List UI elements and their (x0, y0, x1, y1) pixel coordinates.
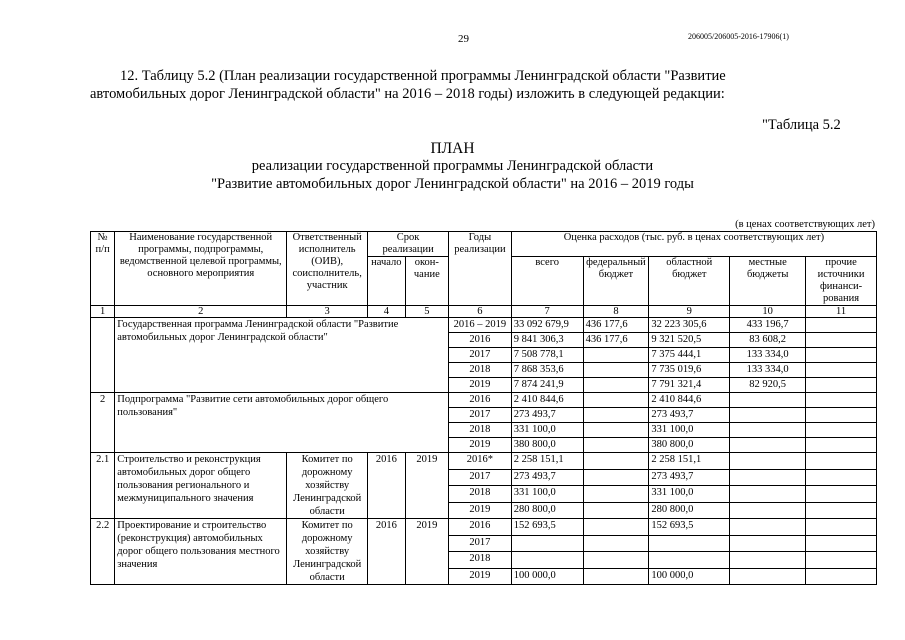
row-regional: 7 735 019,6 (649, 363, 730, 378)
row-regional: 273 493,7 (649, 408, 730, 423)
row-year: 2017 (449, 535, 512, 552)
row-number: 2.1 (91, 453, 115, 519)
table-row (91, 453, 877, 470)
column-number: 2 (115, 306, 287, 318)
row-total: 380 800,0 (511, 438, 583, 453)
row-local (730, 519, 806, 536)
header-federal: федеральный бюджет (583, 257, 649, 306)
row-federal (583, 348, 649, 363)
plan-table (90, 231, 877, 585)
row-regional (649, 552, 730, 569)
row-total: 2 410 844,6 (511, 393, 583, 408)
row-federal (583, 393, 649, 408)
row-other (806, 568, 877, 585)
row-other (806, 469, 877, 486)
row-local (730, 393, 806, 408)
row-number (91, 318, 115, 393)
price-note: (в ценах соответствующих лет) (735, 219, 875, 230)
row-total: 273 493,7 (511, 408, 583, 423)
row-other (806, 502, 877, 519)
table-row (91, 393, 877, 408)
row-total: 152 693,5 (511, 519, 583, 536)
row-other (806, 393, 877, 408)
row-name: Подпрограмма "Развитие сети автомобильных дорог общего пользования" (115, 393, 449, 453)
column-number: 9 (649, 306, 730, 318)
row-local: 433 196,7 (730, 318, 806, 333)
row-local (730, 438, 806, 453)
row-other (806, 408, 877, 423)
table-body (91, 318, 877, 585)
row-local (730, 502, 806, 519)
row-other (806, 423, 877, 438)
plan-subtitle-2: "Развитие автомобильных дорог Ленинградской области" на 2016 – 2019 годы (211, 176, 694, 192)
header-name: Наименование государственной программы, подпрограммы, ведомственной целевой программы, основного мероприятия (115, 232, 287, 306)
row-federal: 436 177,6 (583, 318, 649, 333)
row-year: 2019 (449, 438, 512, 453)
intro-line-1: 12. Таблицу 5.2 (План реализации государственной программы Ленинградской области "Развитие (120, 68, 726, 84)
row-local (730, 568, 806, 585)
column-number: 11 (806, 306, 877, 318)
table-reference: "Таблица 5.2 (762, 117, 841, 133)
row-start: 2016 (368, 453, 405, 519)
header-local: местные бюджеты (730, 257, 806, 306)
row-federal (583, 535, 649, 552)
row-federal (583, 438, 649, 453)
row-executor: Комитет по дорожному хозяйству Ленинградской области (287, 453, 368, 519)
row-regional: 2 410 844,6 (649, 393, 730, 408)
row-executor: Комитет по дорожному хозяйству Ленинградской области (287, 519, 368, 585)
row-other (806, 552, 877, 569)
row-total: 9 841 306,3 (511, 333, 583, 348)
row-regional: 7 791 321,4 (649, 378, 730, 393)
column-number: 7 (511, 306, 583, 318)
row-total: 2 258 151,1 (511, 453, 583, 470)
row-total: 7 868 353,6 (511, 363, 583, 378)
header-years: Годы реализации (449, 232, 512, 306)
column-number: 8 (583, 306, 649, 318)
row-total (511, 552, 583, 569)
header-no: № п/п (91, 232, 115, 306)
row-federal (583, 453, 649, 470)
row-name: Строительство и реконструкция автомобильных дорог общего пользования регионального и межмуниципального значения (115, 453, 287, 519)
row-federal: 436 177,6 (583, 333, 649, 348)
row-year: 2016 (449, 393, 512, 408)
row-federal (583, 363, 649, 378)
row-regional (649, 535, 730, 552)
row-year: 2017 (449, 408, 512, 423)
row-year: 2018 (449, 552, 512, 569)
row-total: 33 092 679,9 (511, 318, 583, 333)
row-local: 133 334,0 (730, 348, 806, 363)
plan-subtitle-1: реализации государственной программы Ленинградской области (251, 158, 654, 174)
column-number: 3 (287, 306, 368, 318)
row-total: 273 493,7 (511, 469, 583, 486)
column-number: 5 (405, 306, 449, 318)
row-federal (583, 519, 649, 536)
column-number-row (91, 306, 877, 318)
row-other (806, 519, 877, 536)
row-regional: 152 693,5 (649, 519, 730, 536)
row-federal (583, 378, 649, 393)
header-other: прочие источники финанси-рования (806, 257, 877, 306)
row-year: 2016* (449, 453, 512, 470)
row-year: 2017 (449, 348, 512, 363)
row-regional: 32 223 305,6 (649, 318, 730, 333)
row-year: 2018 (449, 486, 512, 503)
row-total: 7 508 778,1 (511, 348, 583, 363)
row-year: 2018 (449, 423, 512, 438)
row-local (730, 423, 806, 438)
row-regional: 280 800,0 (649, 502, 730, 519)
row-local: 83 608,2 (730, 333, 806, 348)
page-number: 29 (458, 33, 469, 45)
row-start: 2016 (368, 519, 405, 585)
row-name: Проектирование и строительство (реконструкция) автомобильных дорог общего пользования местного значения (115, 519, 287, 585)
row-end: 2019 (405, 519, 449, 585)
table-row (91, 519, 877, 536)
row-year: 2018 (449, 363, 512, 378)
row-total (511, 535, 583, 552)
column-number: 4 (368, 306, 405, 318)
row-year: 2016 (449, 519, 512, 536)
header-start: начало (368, 257, 405, 306)
header-costs: Оценка расходов (тыс. руб. в ценах соответствующих лет) (511, 232, 876, 257)
row-regional: 380 800,0 (649, 438, 730, 453)
table-row (91, 318, 877, 333)
row-federal (583, 408, 649, 423)
row-other (806, 363, 877, 378)
row-year: 2016 – 2019 (449, 318, 512, 333)
plan-title: ПЛАН (430, 140, 475, 157)
row-other (806, 318, 877, 333)
row-other (806, 438, 877, 453)
row-local (730, 453, 806, 470)
row-other (806, 348, 877, 363)
row-regional: 2 258 151,1 (649, 453, 730, 470)
row-other (806, 378, 877, 393)
row-local (730, 408, 806, 423)
row-other (806, 535, 877, 552)
row-other (806, 333, 877, 348)
row-federal (583, 423, 649, 438)
row-federal (583, 486, 649, 503)
row-total: 7 874 241,9 (511, 378, 583, 393)
row-local: 133 334,0 (730, 363, 806, 378)
row-number: 2.2 (91, 519, 115, 585)
row-number: 2 (91, 393, 115, 453)
header-period: Срок реализации (368, 232, 449, 257)
row-year: 2019 (449, 568, 512, 585)
row-regional: 273 493,7 (649, 469, 730, 486)
row-regional: 331 100,0 (649, 486, 730, 503)
header-executor: Ответственный исполнитель (ОИВ), соисполнитель, участник (287, 232, 368, 306)
row-federal (583, 568, 649, 585)
row-end: 2019 (405, 453, 449, 519)
row-regional: 331 100,0 (649, 423, 730, 438)
row-federal (583, 469, 649, 486)
row-regional: 100 000,0 (649, 568, 730, 585)
row-name: Государственная программа Ленинградской области "Развитие автомобильных дорог Ленинградской области" (115, 318, 449, 393)
row-year: 2019 (449, 378, 512, 393)
intro-line-2: автомобильных дорог Ленинградской области" на 2016 – 2018 годы) изложить в следующей редакции: (90, 86, 725, 102)
column-number: 10 (730, 306, 806, 318)
document-code: 206005/206005-2016-17906(1) (688, 32, 789, 41)
row-year: 2017 (449, 469, 512, 486)
row-federal (583, 502, 649, 519)
row-other (806, 453, 877, 470)
header-total: всего (511, 257, 583, 306)
row-total: 100 000,0 (511, 568, 583, 585)
row-total: 280 800,0 (511, 502, 583, 519)
row-year: 2016 (449, 333, 512, 348)
row-local: 82 920,5 (730, 378, 806, 393)
header-regional: областной бюджет (649, 257, 730, 306)
row-local (730, 552, 806, 569)
row-local (730, 535, 806, 552)
row-year: 2019 (449, 502, 512, 519)
row-regional: 7 375 444,1 (649, 348, 730, 363)
header-end: окон-чание (405, 257, 449, 306)
row-local (730, 469, 806, 486)
column-number: 1 (91, 306, 115, 318)
row-other (806, 486, 877, 503)
row-total: 331 100,0 (511, 486, 583, 503)
row-local (730, 486, 806, 503)
row-total: 331 100,0 (511, 423, 583, 438)
row-regional: 9 321 520,5 (649, 333, 730, 348)
header-row-1 (91, 232, 877, 257)
column-number: 6 (449, 306, 512, 318)
row-federal (583, 552, 649, 569)
